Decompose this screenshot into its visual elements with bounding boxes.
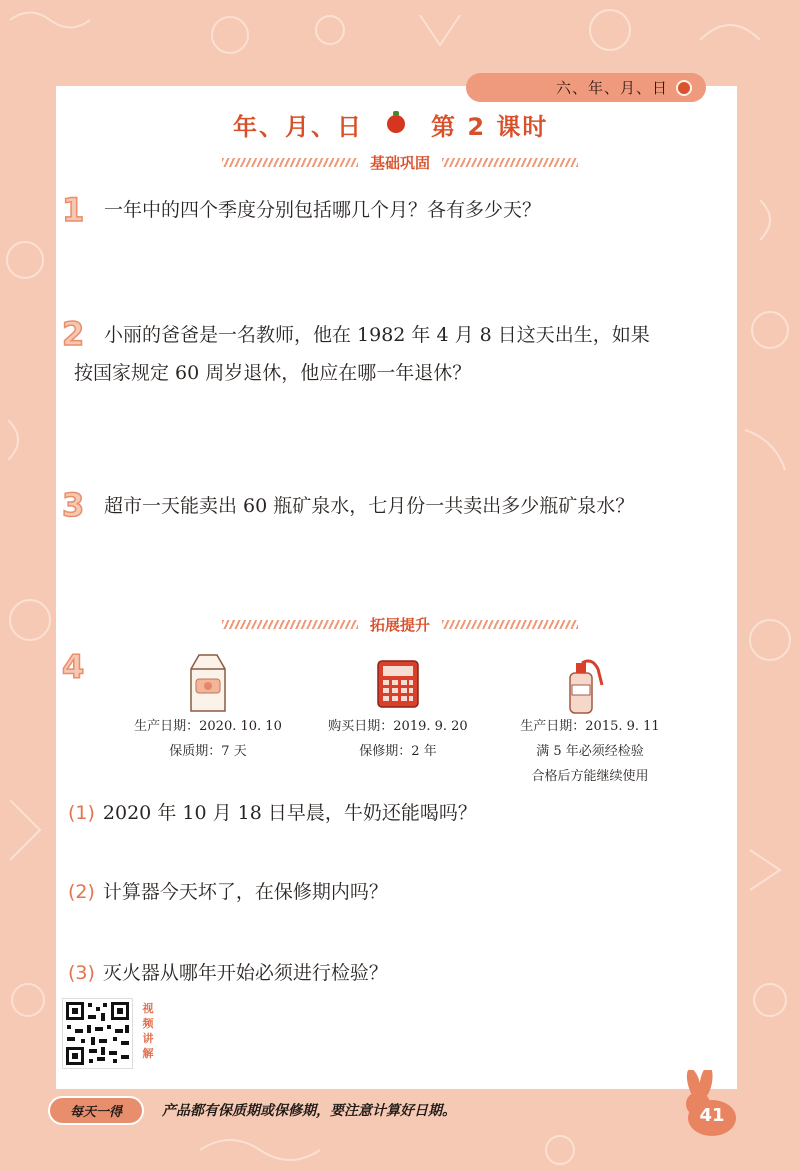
milk-info — [118, 714, 298, 764]
title-left: 年、月、日 — [233, 112, 363, 141]
hatch-decoration — [442, 620, 578, 629]
section-header-basic — [222, 152, 578, 172]
worksheet-page — [56, 86, 737, 1089]
sub-question-label: (2) — [68, 881, 95, 903]
extinguisher-info — [500, 714, 680, 789]
question-2-line2: 按国家规定 60 周岁退休，他应在哪一年退休？ — [74, 362, 472, 384]
question-number: 3 — [62, 486, 85, 524]
tomato-icon — [387, 115, 405, 133]
question-1-text: 一年中的四个季度分别包括哪几个月？各有多少天？ — [104, 199, 542, 221]
calculator-warranty: 保修期：2 年 — [359, 744, 437, 759]
section-label: 拓展提升 — [370, 615, 431, 634]
extinguisher-rule-1: 满 5 年必须经检验 — [536, 744, 644, 759]
sub-question-3 — [68, 958, 388, 985]
video-explain-label: 视频讲解 — [142, 1002, 154, 1060]
calculator-icon — [375, 658, 421, 710]
chapter-tab — [466, 73, 706, 102]
sub-question-text: 计算器今天坏了，在保修期内吗？ — [102, 881, 388, 903]
tomato-dot-icon — [676, 80, 692, 96]
sub-question-text: 2020 年 10 月 18 日早晨，牛奶还能喝吗？ — [102, 802, 477, 824]
section-header-extend — [222, 614, 578, 634]
sub-question-label: (1) — [68, 802, 95, 824]
qr-code[interactable] — [62, 998, 133, 1069]
question-number: 4 — [62, 648, 85, 686]
calculator-purchase-date: 购买日期：2019. 9. 20 — [328, 719, 468, 734]
hatch-decoration — [442, 158, 578, 167]
daily-tip-badge — [48, 1096, 144, 1125]
question-number: 2 — [62, 315, 85, 353]
extinguisher-rule-2: 合格后方能继续使用 — [531, 769, 649, 784]
lesson-title — [233, 106, 548, 142]
milk-shelf-life: 保质期：7 天 — [169, 744, 247, 759]
title-right: 第 2 课时 — [431, 112, 549, 141]
question-number: 1 — [62, 191, 85, 229]
sub-question-2 — [68, 877, 388, 904]
calculator-info — [308, 714, 488, 764]
chapter-tab-label: 六、年、月、日 — [555, 79, 668, 97]
milk-carton-icon — [187, 653, 229, 713]
question-3-text: 超市一天能卖出 60 瓶矿泉水，七月份一共卖出多少瓶矿泉水？ — [104, 495, 635, 517]
milk-production-date: 生产日期：2020. 10. 10 — [134, 719, 282, 734]
fire-extinguisher-icon — [562, 655, 608, 715]
sub-question-text: 灭火器从哪年开始必须进行检验？ — [102, 962, 388, 984]
section-label: 基础巩固 — [370, 153, 431, 172]
page-number: 41 — [699, 1105, 725, 1126]
daily-tip-text: 产品都有保质期或保修期，要注意计算好日期。 — [162, 1103, 456, 1119]
sub-question-1 — [68, 798, 477, 825]
daily-tip-badge-label: 每天一得 — [69, 1105, 122, 1120]
hatch-decoration — [222, 620, 358, 629]
question-2-line1: 小丽的爸爸是一名教师，他在 1982 年 4 月 8 日这天出生，如果 — [104, 324, 650, 346]
extinguisher-production-date: 生产日期：2015. 9. 11 — [520, 719, 660, 734]
qr-code-icon — [63, 999, 132, 1068]
hatch-decoration — [222, 158, 358, 167]
sub-question-label: (3) — [68, 962, 95, 984]
